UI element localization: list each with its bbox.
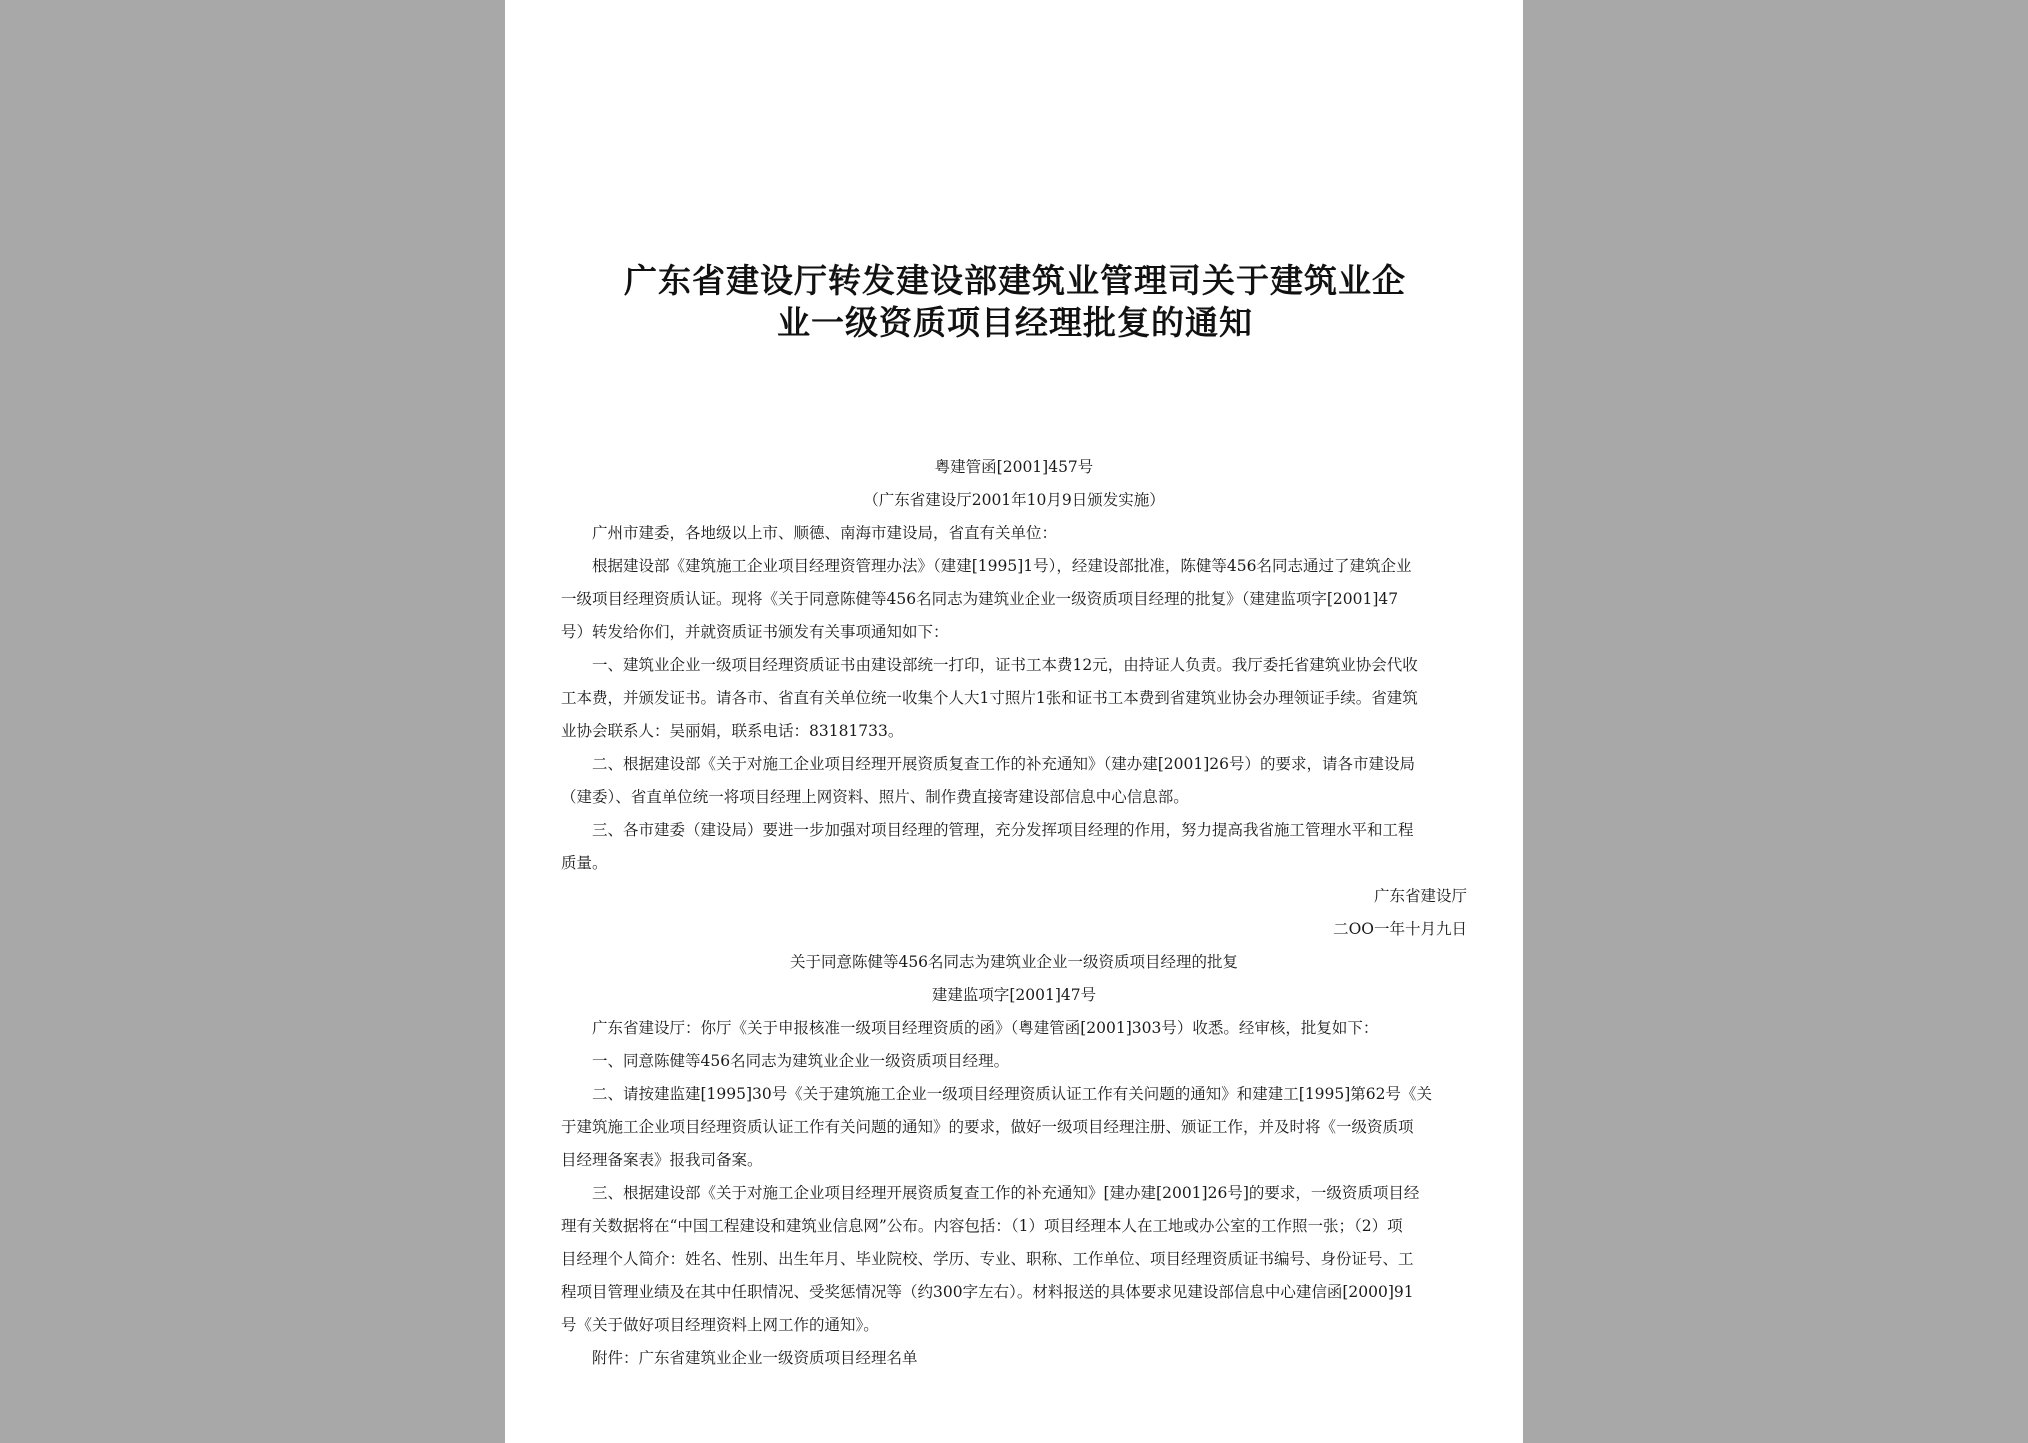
- text-line: 号）转发给你们，并就资质证书颁发有关事项通知如下：: [561, 623, 949, 641]
- document-number: 粤建管函[2001]457号: [934, 458, 1094, 476]
- text-line: 程项目管理业绩及在其中任职情况、受奖惩情况等（约300字左右）。材料报送的具体要求见建设部信息中心建信函[2000]91: [561, 1283, 1414, 1301]
- paragraph-3: [561, 748, 1467, 814]
- text-line: 二、请按建监建[1995]30号《关于建筑施工企业一级项目经理资质认证工作有关问题的通知》和建建工[1995]第62号《关: [592, 1085, 1433, 1103]
- text-line: 一级项目经理资质认证。现将《关于同意陈健等456名同志为建筑业企业一级资质项目经理的批复》（建建监项字[2001]47: [561, 590, 1399, 608]
- document-page: [505, 0, 1523, 1443]
- paragraph-4: [561, 814, 1467, 880]
- paragraph-2: [561, 649, 1467, 748]
- document-body: [561, 451, 1467, 1375]
- sub-paragraph-2: [561, 1078, 1467, 1177]
- text-line: 目经理个人简介：姓名、性别、出生年月、毕业院校、学历、专业、职称、工作单位、项目经理资质证书编号、身份证号、工: [561, 1250, 1414, 1268]
- text-line: 工本费，并颁发证书。请各市、省直有关单位统一收集个人大1寸照片1张和证书工本费到省建筑业协会办理领证手续。省建筑: [561, 689, 1418, 707]
- paragraph-1: [561, 550, 1467, 649]
- text-line: （建委）、省直单位统一将项目经理上网资料、照片、制作费直接寄建设部信息中心信息部。: [561, 788, 1189, 806]
- text-line: 于建筑施工企业项目经理资质认证工作有关问题的通知》的要求，做好一级项目经理注册、颁证工作，并及时将《一级资质项: [561, 1118, 1414, 1136]
- text-line: 二、根据建设部《关于对施工企业项目经理开展资质复查工作的补充通知》（建办建[2001]26号）的要求，请各市建设局: [592, 755, 1416, 773]
- text-line: 根据建设部《建筑施工企业项目经理资管理办法》（建建[1995]1号），经建设部批准，陈健等456名同志通过了建筑企业: [592, 557, 1412, 575]
- signature-date: 二OO一年十月九日: [1333, 920, 1467, 938]
- sub-paragraph-1: 一、同意陈健等456名同志为建筑业企业一级资质项目经理。: [592, 1052, 1010, 1070]
- attachment-note: 附件：广东省建筑业企业一级资质项目经理名单: [592, 1349, 918, 1367]
- title-line: 广东省建设厅转发建设部建筑业管理司关于建筑业企: [624, 261, 1406, 300]
- sub-document-title: 关于同意陈健等456名同志为建筑业企业一级资质项目经理的批复: [789, 953, 1239, 971]
- text-line: 目经理备案表》报我司备案。: [561, 1151, 763, 1169]
- text-line: 三、各市建委（建设局）要进一步加强对项目经理的管理，充分发挥项目经理的作用，努力提高我省施工管理水平和工程: [592, 821, 1414, 839]
- text-line: 一、建筑业企业一级项目经理资质证书由建设部统一打印，证书工本费12元，由持证人负责。我厅委托省建筑业协会代收: [592, 656, 1418, 674]
- sub-salutation: 广东省建设厅：你厅《关于申报核准一级项目经理资质的函》（粤建管函[2001]303号）收悉。经审核，批复如下：: [592, 1019, 1379, 1037]
- sub-document-number: 建建监项字[2001]47号: [931, 986, 1097, 1004]
- signer: 广东省建设厅: [1373, 887, 1467, 905]
- text-line: 质量。: [561, 854, 608, 872]
- salutation: 广州市建委，各地级以上市、顺德、南海市建设局，省直有关单位：: [592, 524, 1058, 542]
- text-line: 理有关数据将在“中国工程建设和建筑业信息网”公布。内容包括：（1）项目经理本人在工地或办公室的工作照一张；（2）项: [561, 1217, 1403, 1235]
- text-line: 业协会联系人：吴丽娟，联系电话：83181733。: [561, 722, 904, 740]
- title-line: 业一级资质项目经理批复的通知: [777, 303, 1253, 342]
- issue-note: （广东省建设厅2001年10月9日颁发实施）: [863, 491, 1165, 509]
- text-line: 号《关于做好项目经理资料上网工作的通知》。: [561, 1316, 879, 1334]
- document-title: [600, 260, 1430, 344]
- text-line: 三、根据建设部《关于对施工企业项目经理开展资质复查工作的补充通知》[建办建[2001]26号]的要求，一级资质项目经: [592, 1184, 1420, 1202]
- sub-paragraph-3: [561, 1177, 1467, 1342]
